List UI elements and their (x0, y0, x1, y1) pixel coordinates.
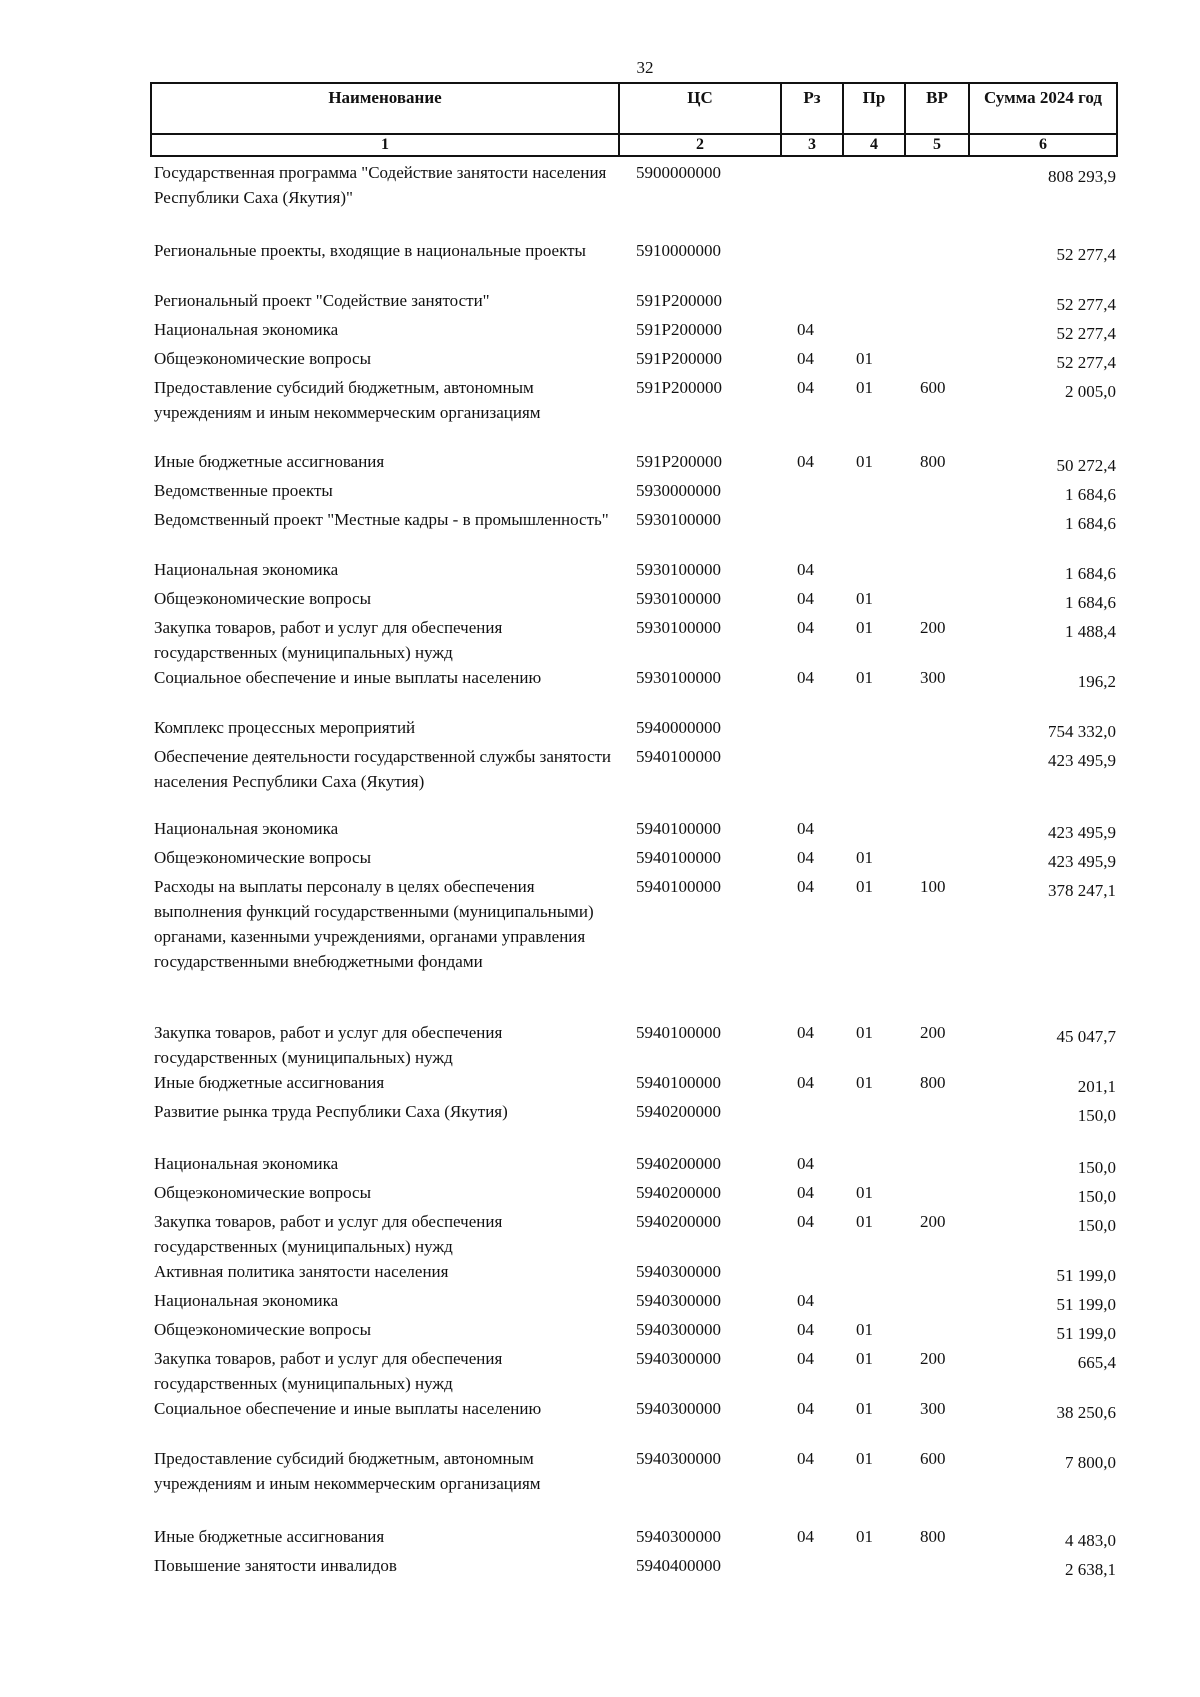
row-vr-code (906, 507, 970, 557)
row-pr-code (844, 557, 906, 586)
row-name: Иные бюджетные ассигнования (154, 452, 385, 471)
row-vr-code (906, 1259, 970, 1288)
table-row (152, 375, 1116, 449)
row-sum: 378 247,1 (1048, 881, 1116, 900)
table-row (152, 557, 1116, 586)
col-header-vr: ВР (905, 83, 969, 134)
row-vr-code: 800 (920, 452, 946, 471)
row-vr-code: 300 (920, 668, 946, 687)
row-sum: 52 277,4 (1056, 295, 1116, 314)
budget-table-body (152, 160, 1116, 1582)
row-cs-code: 5930100000 (636, 510, 721, 529)
row-cs-code: 5940200000 (636, 1102, 721, 1121)
col-header-cs: ЦС (619, 83, 781, 134)
row-name: Предоставление субсидий бюджетным, автономным учреждениям и иным некоммерческим организациям (154, 1449, 541, 1493)
row-sum: 150,0 (1077, 1158, 1116, 1177)
row-name: Общеэкономические вопросы (154, 349, 371, 368)
row-cs-code: 5940300000 (636, 1399, 721, 1418)
row-cs-code: 591Р200000 (636, 291, 722, 310)
row-rz-code: 04 (797, 349, 814, 368)
row-cs-code: 5940100000 (636, 819, 721, 838)
row-cs-code: 5940300000 (636, 1320, 721, 1339)
row-name: Закупка товаров, работ и услуг для обеспечения государственных (муниципальных) нужд (154, 618, 503, 662)
row-sum: 423 495,9 (1048, 823, 1116, 842)
row-vr-code (906, 238, 970, 288)
row-pr-code (844, 507, 906, 557)
table-row (152, 1151, 1116, 1180)
row-sum: 7 800,0 (1065, 1453, 1116, 1472)
row-pr-code: 01 (856, 1349, 873, 1368)
row-sum: 423 495,9 (1048, 852, 1116, 871)
row-name: Общеэкономические вопросы (154, 589, 371, 608)
row-name: Общеэкономические вопросы (154, 1183, 371, 1202)
table-row (152, 238, 1116, 288)
row-cs-code: 5940200000 (636, 1212, 721, 1231)
row-cs-code: 5930100000 (636, 560, 721, 579)
table-row (152, 478, 1116, 507)
row-cs-code: 5930100000 (636, 589, 721, 608)
row-name: Региональные проекты, входящие в национальные проекты (154, 241, 586, 260)
row-cs-code: 5940300000 (636, 1527, 721, 1546)
row-vr-code: 200 (920, 1212, 946, 1231)
row-name: Общеэкономические вопросы (154, 1320, 371, 1339)
row-rz-code: 04 (797, 618, 814, 637)
row-rz-code: 04 (797, 1349, 814, 1368)
table-row (152, 1259, 1116, 1288)
col-header-name: Наименование (151, 83, 619, 134)
row-cs-code: 591Р200000 (636, 452, 722, 471)
row-rz-code: 04 (797, 320, 814, 339)
table-row (152, 1346, 1116, 1396)
row-rz-code: 04 (797, 452, 814, 471)
row-cs-code: 591Р200000 (636, 320, 722, 339)
row-pr-code: 01 (856, 848, 873, 867)
row-cs-code: 5930000000 (636, 481, 721, 500)
row-pr-code (844, 816, 906, 845)
row-vr-code: 600 (920, 1449, 946, 1468)
row-pr-code (844, 1288, 906, 1317)
row-sum: 2 005,0 (1065, 382, 1116, 401)
row-sum: 2 638,1 (1065, 1560, 1116, 1579)
row-vr-code: 200 (920, 618, 946, 637)
row-name: Закупка товаров, работ и услуг для обеспечения государственных (муниципальных) нужд (154, 1349, 503, 1393)
row-sum: 45 047,7 (1056, 1027, 1116, 1046)
row-vr-code: 100 (920, 877, 946, 896)
row-sum: 1 684,6 (1065, 593, 1116, 612)
row-vr-code: 200 (920, 1349, 946, 1368)
row-pr-code: 01 (856, 349, 873, 368)
row-rz-code: 04 (797, 1183, 814, 1202)
table-row (152, 615, 1116, 665)
table-row (152, 1524, 1116, 1553)
row-cs-code: 5940200000 (636, 1154, 721, 1173)
row-sum: 808 293,9 (1048, 167, 1116, 186)
row-vr-code (906, 1151, 970, 1180)
row-name: Ведомственный проект "Местные кадры - в промышленность" (154, 510, 609, 529)
row-rz-code: 04 (797, 1212, 814, 1231)
row-cs-code: 5940300000 (636, 1291, 721, 1310)
header-row (151, 83, 1117, 134)
row-name: Обеспечение деятельности государственной службы занятости населения Республики Саха (Якутия) (154, 747, 612, 791)
table-row (152, 507, 1116, 557)
row-rz-code: 04 (797, 819, 814, 838)
row-pr-code (844, 478, 906, 507)
row-cs-code: 5940300000 (636, 1349, 721, 1368)
col-header-rz: Рз (781, 83, 843, 134)
table-row (152, 1396, 1116, 1446)
table-row (152, 744, 1116, 816)
row-name: Предоставление субсидий бюджетным, автономным учреждениям и иным некоммерческим организациям (154, 378, 541, 422)
row-rz-code (782, 1099, 844, 1151)
row-name: Социальное обеспечение и иные выплаты населению (154, 668, 542, 687)
row-cs-code: 5940100000 (636, 848, 721, 867)
col-number: 1 (151, 134, 619, 156)
row-rz-code: 04 (797, 1399, 814, 1418)
row-name: Национальная экономика (154, 320, 339, 339)
row-name: Национальная экономика (154, 560, 339, 579)
col-number: 5 (905, 134, 969, 156)
row-sum: 51 199,0 (1056, 1266, 1116, 1285)
row-name: Закупка товаров, работ и услуг для обеспечения государственных (муниципальных) нужд (154, 1023, 503, 1067)
row-rz-code: 04 (797, 560, 814, 579)
row-pr-code: 01 (856, 877, 873, 896)
table-row (152, 1553, 1116, 1582)
row-pr-code (844, 715, 906, 744)
row-sum: 1 488,4 (1065, 622, 1116, 641)
row-pr-code (844, 160, 906, 238)
row-rz-code (782, 1553, 844, 1582)
row-name: Ведомственные проекты (154, 481, 333, 500)
row-vr-code: 800 (920, 1073, 946, 1092)
row-cs-code: 5940100000 (636, 877, 721, 896)
row-sum: 50 272,4 (1056, 456, 1116, 475)
row-rz-code: 04 (797, 589, 814, 608)
table-row (152, 317, 1116, 346)
row-vr-code: 200 (920, 1023, 946, 1042)
row-cs-code: 5940300000 (636, 1449, 721, 1468)
col-header-pr: Пр (843, 83, 905, 134)
row-name: Комплекс процессных мероприятий (154, 718, 416, 737)
row-cs-code: 591Р200000 (636, 349, 722, 368)
row-vr-code (906, 1180, 970, 1209)
row-pr-code (844, 317, 906, 346)
row-pr-code (844, 238, 906, 288)
row-pr-code: 01 (856, 1183, 873, 1202)
row-pr-code: 01 (856, 1527, 873, 1546)
row-pr-code: 01 (856, 589, 873, 608)
table-row (152, 1446, 1116, 1524)
row-vr-code (906, 744, 970, 816)
row-pr-code: 01 (856, 668, 873, 687)
row-cs-code: 5940400000 (636, 1556, 721, 1575)
row-name: Региональный проект "Содействие занятости" (154, 291, 490, 310)
row-name: Закупка товаров, работ и услуг для обеспечения государственных (муниципальных) нужд (154, 1212, 503, 1256)
row-vr-code (906, 816, 970, 845)
row-rz-code (782, 478, 844, 507)
row-vr-code (906, 160, 970, 238)
row-name: Иные бюджетные ассигнования (154, 1073, 385, 1092)
row-pr-code: 01 (856, 1320, 873, 1339)
row-rz-code (782, 715, 844, 744)
row-vr-code: 800 (920, 1527, 946, 1546)
row-name: Расходы на выплаты персоналу в целях обеспечения выполнения функций государственными (муниципальными) органами, казенными учреждениями, органами управления государственными внебюджетными фондами (154, 877, 594, 971)
row-rz-code: 04 (797, 1527, 814, 1546)
table-row (152, 1288, 1116, 1317)
table-row (152, 1180, 1116, 1209)
row-cs-code: 5940300000 (636, 1262, 721, 1281)
row-sum: 38 250,6 (1056, 1403, 1116, 1422)
row-vr-code (906, 288, 970, 317)
col-number: 4 (843, 134, 905, 156)
table-row (152, 1099, 1116, 1151)
table-row (152, 1317, 1116, 1346)
row-pr-code: 01 (856, 1399, 873, 1418)
row-cs-code: 5940100000 (636, 1023, 721, 1042)
row-pr-code: 01 (856, 618, 873, 637)
row-name: Общеэкономические вопросы (154, 848, 371, 867)
row-rz-code: 04 (797, 877, 814, 896)
col-number: 2 (619, 134, 781, 156)
row-vr-code (906, 1317, 970, 1346)
row-cs-code: 5930100000 (636, 668, 721, 687)
table-row (152, 874, 1116, 1020)
row-sum: 52 277,4 (1056, 245, 1116, 264)
row-sum: 754 332,0 (1048, 722, 1116, 741)
row-cs-code: 5910000000 (636, 241, 721, 260)
table-header (150, 82, 1118, 157)
page-number: 32 (636, 58, 654, 77)
row-cs-code: 5940000000 (636, 718, 721, 737)
header-number-row (151, 134, 1117, 156)
table-row (152, 665, 1116, 715)
row-rz-code (782, 744, 844, 816)
row-name: Государственная программа "Содействие занятости населения Республики Саха (Якутия)" (154, 163, 607, 207)
row-vr-code (906, 1553, 970, 1582)
row-vr-code (906, 1288, 970, 1317)
row-pr-code: 01 (856, 1073, 873, 1092)
row-vr-code (906, 478, 970, 507)
row-pr-code: 01 (856, 452, 873, 471)
row-name: Развитие рынка труда Республики Саха (Якутия) (154, 1102, 508, 1121)
table-row (152, 1070, 1116, 1099)
row-sum: 1 684,6 (1065, 485, 1116, 504)
row-sum: 423 495,9 (1048, 751, 1116, 770)
row-rz-code (782, 1259, 844, 1288)
row-vr-code (906, 557, 970, 586)
row-vr-code (906, 346, 970, 375)
table-row (152, 1209, 1116, 1259)
row-vr-code (906, 1099, 970, 1151)
table-row (152, 160, 1116, 238)
row-sum: 51 199,0 (1056, 1324, 1116, 1343)
row-vr-code: 600 (920, 378, 946, 397)
col-number: 6 (969, 134, 1117, 156)
row-pr-code (844, 744, 906, 816)
row-cs-code: 5940200000 (636, 1183, 721, 1202)
row-pr-code: 01 (856, 378, 873, 397)
row-rz-code: 04 (797, 1291, 814, 1310)
row-cs-code: 5930100000 (636, 618, 721, 637)
row-rz-code (782, 288, 844, 317)
row-sum: 150,0 (1077, 1187, 1116, 1206)
row-sum: 52 277,4 (1056, 353, 1116, 372)
row-sum: 52 277,4 (1056, 324, 1116, 343)
row-sum: 665,4 (1077, 1353, 1116, 1372)
row-pr-code (844, 1553, 906, 1582)
row-pr-code: 01 (856, 1449, 873, 1468)
row-name: Национальная экономика (154, 1291, 339, 1310)
row-sum: 4 483,0 (1065, 1531, 1116, 1550)
row-vr-code (906, 715, 970, 744)
row-cs-code: 5900000000 (636, 163, 721, 182)
col-number: 3 (781, 134, 843, 156)
row-rz-code: 04 (797, 378, 814, 397)
row-rz-code: 04 (797, 668, 814, 687)
row-name: Национальная экономика (154, 1154, 339, 1173)
row-sum: 150,0 (1077, 1106, 1116, 1125)
row-vr-code (906, 845, 970, 874)
row-sum: 1 684,6 (1065, 564, 1116, 583)
table-row (152, 816, 1116, 845)
row-sum: 51 199,0 (1056, 1295, 1116, 1314)
row-vr-code (906, 586, 970, 615)
row-rz-code: 04 (797, 1154, 814, 1173)
row-pr-code (844, 288, 906, 317)
row-vr-code (906, 317, 970, 346)
table-row (152, 346, 1116, 375)
row-pr-code (844, 1099, 906, 1151)
row-sum: 201,1 (1077, 1077, 1116, 1096)
row-rz-code (782, 238, 844, 288)
row-pr-code: 01 (856, 1023, 873, 1042)
row-pr-code (844, 1259, 906, 1288)
row-name: Активная политика занятости населения (154, 1262, 449, 1281)
row-rz-code: 04 (797, 1320, 814, 1339)
table-row (152, 1020, 1116, 1070)
row-cs-code: 5940100000 (636, 1073, 721, 1092)
row-cs-code: 591Р200000 (636, 378, 722, 397)
row-name: Социальное обеспечение и иные выплаты населению (154, 1399, 542, 1418)
row-sum: 196,2 (1077, 672, 1116, 691)
row-rz-code: 04 (797, 848, 814, 867)
row-sum: 1 684,6 (1065, 514, 1116, 533)
row-name: Повышение занятости инвалидов (154, 1556, 397, 1575)
row-rz-code (782, 507, 844, 557)
row-rz-code: 04 (797, 1449, 814, 1468)
row-name: Национальная экономика (154, 819, 339, 838)
row-vr-code: 300 (920, 1399, 946, 1418)
row-name: Иные бюджетные ассигнования (154, 1527, 385, 1546)
table-row (152, 288, 1116, 317)
col-header-sum: Сумма 2024 год (969, 83, 1117, 134)
row-cs-code: 5940100000 (636, 747, 721, 766)
table-row (152, 845, 1116, 874)
table-row (152, 449, 1116, 478)
row-rz-code: 04 (797, 1073, 814, 1092)
row-pr-code: 01 (856, 1212, 873, 1231)
row-sum: 150,0 (1077, 1216, 1116, 1235)
budget-table (152, 160, 1116, 1582)
table-row (152, 586, 1116, 615)
row-rz-code (782, 160, 844, 238)
row-rz-code: 04 (797, 1023, 814, 1042)
row-pr-code (844, 1151, 906, 1180)
table-row (152, 715, 1116, 744)
